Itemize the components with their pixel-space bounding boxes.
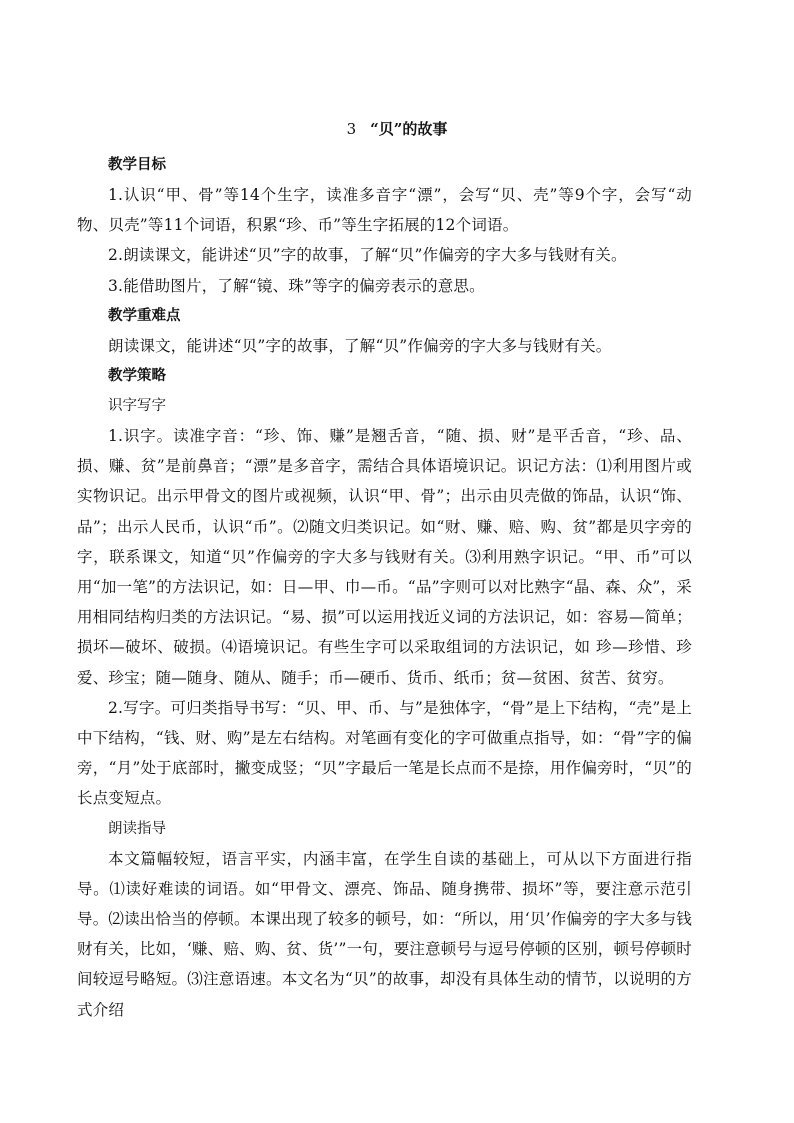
document-body (77, 150, 692, 1025)
lesson-title-line (0, 118, 794, 140)
key-points-text: 朗读课文，能讲述“贝”字的故事，了解“贝”作偏旁的字大多与钱财有关。 (108, 336, 612, 355)
key-points-heading: 教学重难点 (108, 306, 181, 324)
reading-paragraph: 本文篇幅较短，语言平实，内涵丰富，在学生自读的基础上，可从以下方面进行指导。⑴读好难读的词语。如“甲骨文、漂亮、饰品、随身携带、损坏”等，要注意示范引导。⑵读出恰当的停顿。本课出现了较多的顿号，如：“所以，用‘贝’作偏旁的字大多与钱财有关，比如，‘赚、赔、购、贫、货’”一句，要注意顿号与逗号停顿的区别，顿号停顿时间较逗号略短。⑶注意语速。本文名为“贝”的故事，却没有具体生动的情节，以说明的方式介绍 (77, 849, 692, 1019)
reading-heading: 朗读指导 (108, 820, 166, 837)
goal-item-1: 1.认识“甲、骨”等14个生字，读准多音字“漂”，会写“贝、壳”等9个字，会写“动物、贝壳”等11个词语，积累“珍、币”等生字拓展的12个词语。 (77, 186, 692, 235)
goals-heading: 教学目标 (108, 156, 166, 173)
literacy-paragraph-1: 1.识字。读准字音：“珍、饰、赚”是翘舌音，“随、损、财”是平舌音，“珍、品、损、赚、贫”是前鼻音；“漂”是多音字，需结合具体语境识记。识记方法：⑴利用图片或实物识记。出示甲骨文的图片或视频，认识“甲、骨”；出示由贝壳做的饰品，认识“饰、品”；出示人民币，认识“币”。⑵随文归类识记。如“财、赚、赔、购、贫”都是贝字旁的字，联系课文，知道“贝”作偏旁的字大多与钱财有关。⑶利用熟字识记。“甲、币”可以用“加一笔”的方法识记，如：日—甲、巾—币。“品”字则可以对比熟字“晶、森、众”，采用相同结构归类的方法识记。“易、损”可以运用找近义词的方法识记，如：容易—简单；损坏—破坏、破损。⑷语境识记。有些生字可以采取组词的方法识记，如 珍—珍惜、珍爱、珍宝；随—随身、随从、随手；币—硬币、货币、纸币；贫—贫困、贫苦、贫穷。 (77, 427, 692, 687)
lesson-title: “贝”的故事 (370, 120, 448, 138)
literacy-heading: 识字写字 (108, 398, 166, 415)
literacy-paragraph-2: 2.写字。可归类指导书写：“贝、甲、币、与”是独体字，“骨”是上下结构，“壳”是上中下结构，“钱、财、购”是左右结构。对笔画有变化的字可做重点指导，如：“骨”字的偏旁，“月”处于底部时，撇变成竖；“贝”字最后一笔是长点而不是捺，用作偏旁时，“贝”的长点变短点。 (77, 698, 692, 808)
goal-item-3: 3.能借助图片，了解“镜、珠”等字的偏旁表示的意思。 (108, 276, 485, 295)
strategy-heading: 教学策略 (108, 367, 166, 385)
lesson-number: 3 (346, 120, 357, 138)
goal-item-2: 2.朗读课文，能讲述“贝”字的故事，了解“贝”作偏旁的字大多与钱财有关。 (108, 246, 627, 265)
